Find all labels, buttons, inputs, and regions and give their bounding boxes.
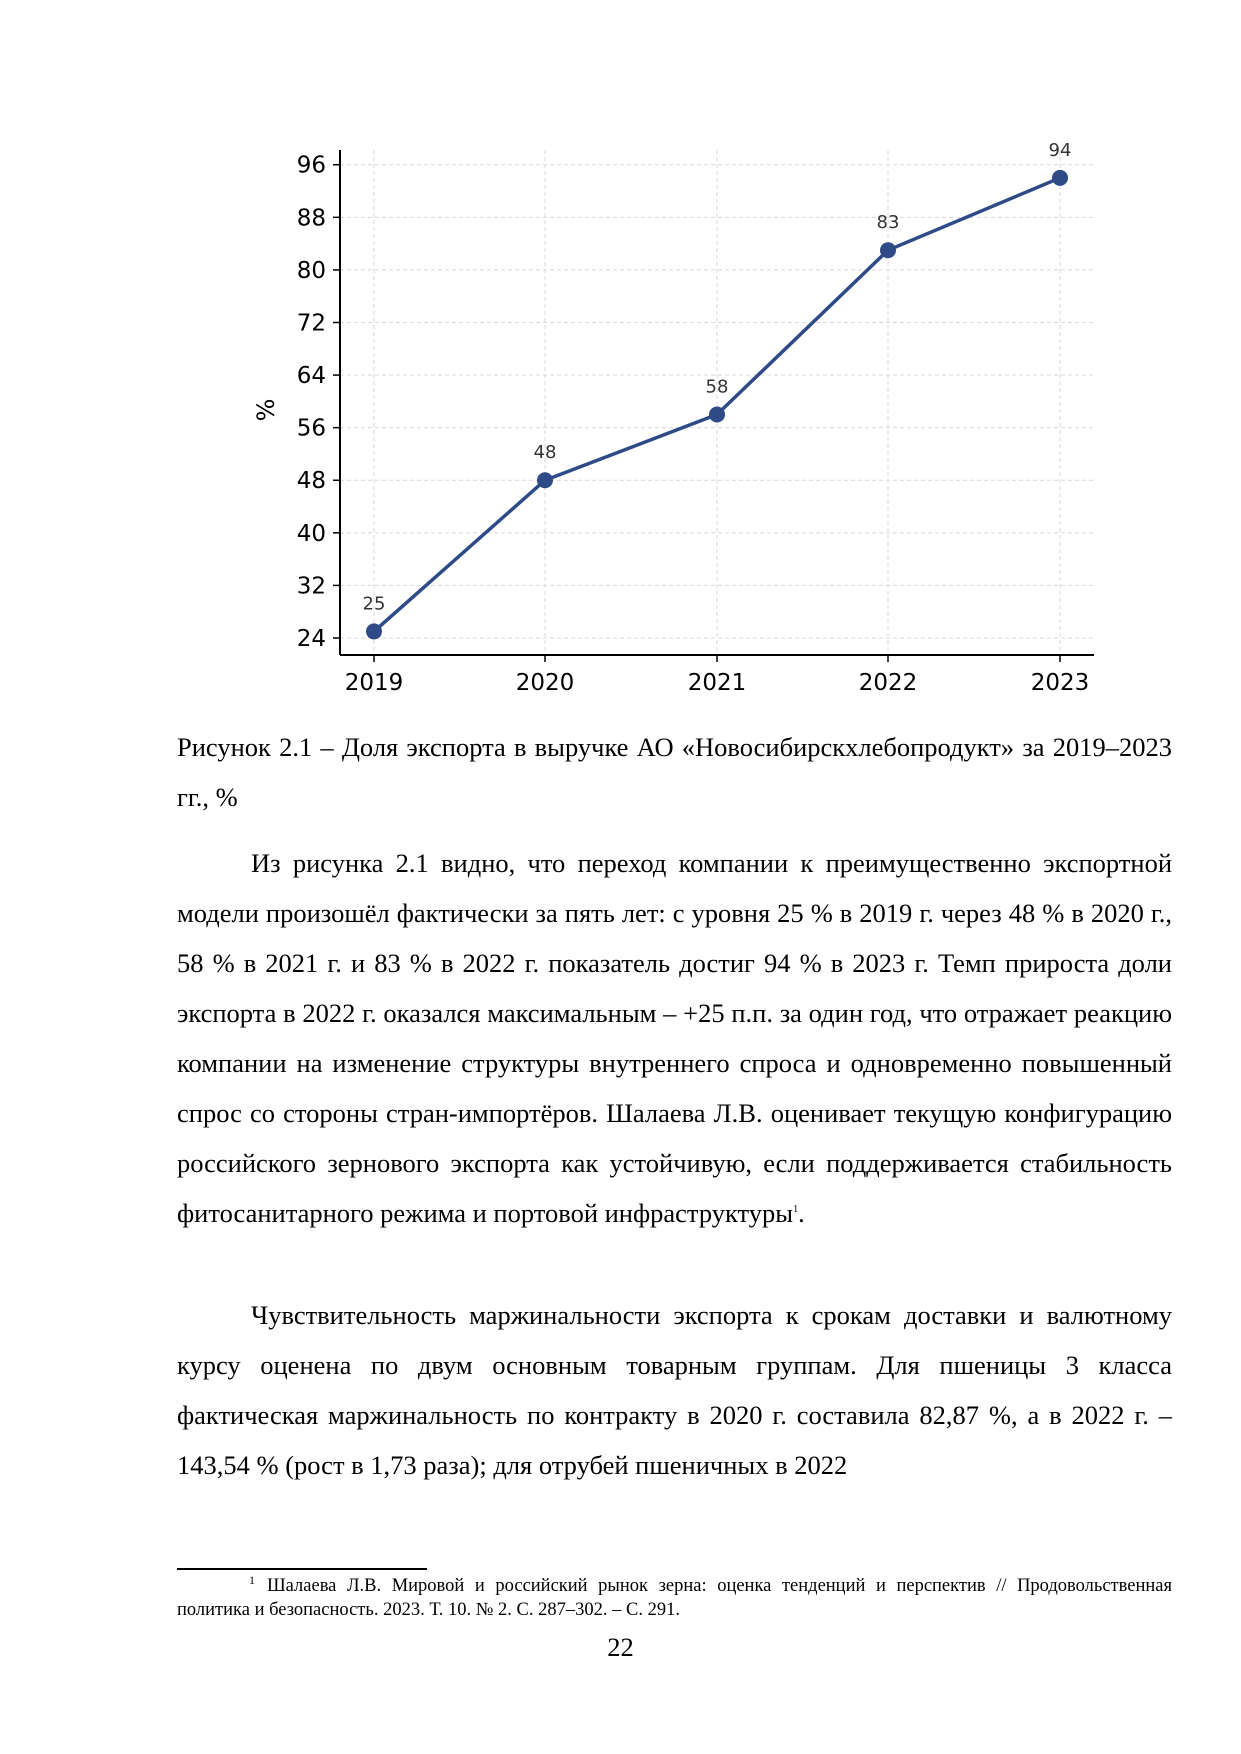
x-tick-label: 2023 xyxy=(1030,670,1090,696)
export-share-line-chart xyxy=(0,0,1241,715)
data-label: 94 xyxy=(1048,139,1072,161)
x-tick-label: 2020 xyxy=(515,670,575,696)
y-tick-label: 56 xyxy=(296,415,326,442)
data-point xyxy=(709,407,725,423)
figure-caption: Рисунок 2.1 – Доля экспорта в выручке АО «Новосибирскхлебопродукт» за 2019–2023 гг., % xyxy=(177,732,1172,812)
x-tick-label: 2021 xyxy=(687,670,747,696)
footnote-separator xyxy=(177,1568,427,1570)
y-tick-label: 48 xyxy=(296,468,326,495)
data-label: 83 xyxy=(876,212,900,234)
data-label: 48 xyxy=(533,442,557,464)
data-point xyxy=(880,242,896,258)
data-point xyxy=(366,623,382,639)
y-tick-label: 96 xyxy=(296,152,326,179)
x-tick-label: 2019 xyxy=(344,670,404,696)
paragraph-1 xyxy=(177,838,1172,1238)
y-tick-label: 24 xyxy=(296,626,326,652)
data-point xyxy=(537,472,553,488)
paragraph-1-text: Из рисунка 2.1 видно, что переход компании к преимущественно экспортной модели произошёл фактически за пять лет: с уровня 25 % в 2019 г. через 48 % в 2020 г., 58 % в 2021 г. и 83 % в 2022 г. показатель достиг 94 % в 2023 г. Темп прироста доли экспорта в 2022 г. оказался максимальным – +25 п.п. за один год, что отражает реакцию компании на изменение структуры внутреннего спроса и одновременно повышенный спрос со стороны стран-импортёров. Шалаева Л.В. оценивает текущую конфигурацию российского зернового экспорта как устойчивую, если поддерживается стабильность фитосанитарного режима и портовой инфраструктуры xyxy=(177,848,1172,1228)
y-tick-label: 72 xyxy=(296,310,326,337)
y-tick-label: 88 xyxy=(296,205,326,232)
x-axis-ticks xyxy=(345,655,1090,696)
y-axis-label: % xyxy=(252,398,280,422)
x-tick-label: 2022 xyxy=(858,670,918,696)
y-tick-label: 32 xyxy=(296,573,326,600)
data-label: 58 xyxy=(705,376,729,398)
footnote-number: 1 xyxy=(249,1572,255,1587)
paragraph-1-end: . xyxy=(798,1198,805,1228)
footnote-ref: 1 xyxy=(793,1204,799,1216)
y-axis-ticks xyxy=(297,153,340,652)
y-tick-label: 64 xyxy=(296,363,326,390)
page-number: 22 xyxy=(607,1632,634,1662)
y-tick-label: 80 xyxy=(296,257,326,284)
footnote xyxy=(177,1574,1172,1622)
paragraph-2: Чувствительность маржинальности экспорта к срокам доставки и валютному курсу оценена по двум основным товарным группам. Для пшеницы 3 класса фактическая маржинальность по контракту в 2020 г. составила 82,87 %, а в 2022 г. – 143,54 % (рост в 1,73 раза); для отрубей пшеничных в 2022 xyxy=(177,1300,1172,1480)
chart-grid xyxy=(340,150,1094,655)
data-point xyxy=(1052,170,1068,186)
y-tick-label: 40 xyxy=(296,520,326,547)
footnote-text: Шалаева Л.В. Мировой и российский рынок зерна: оценка тенденций и перспектив // Продовольственная политика и безопасность. 2023. Т. 10. № 2. С. 287–302. – С. 291. xyxy=(177,1576,1172,1620)
data-label: 25 xyxy=(362,593,386,615)
